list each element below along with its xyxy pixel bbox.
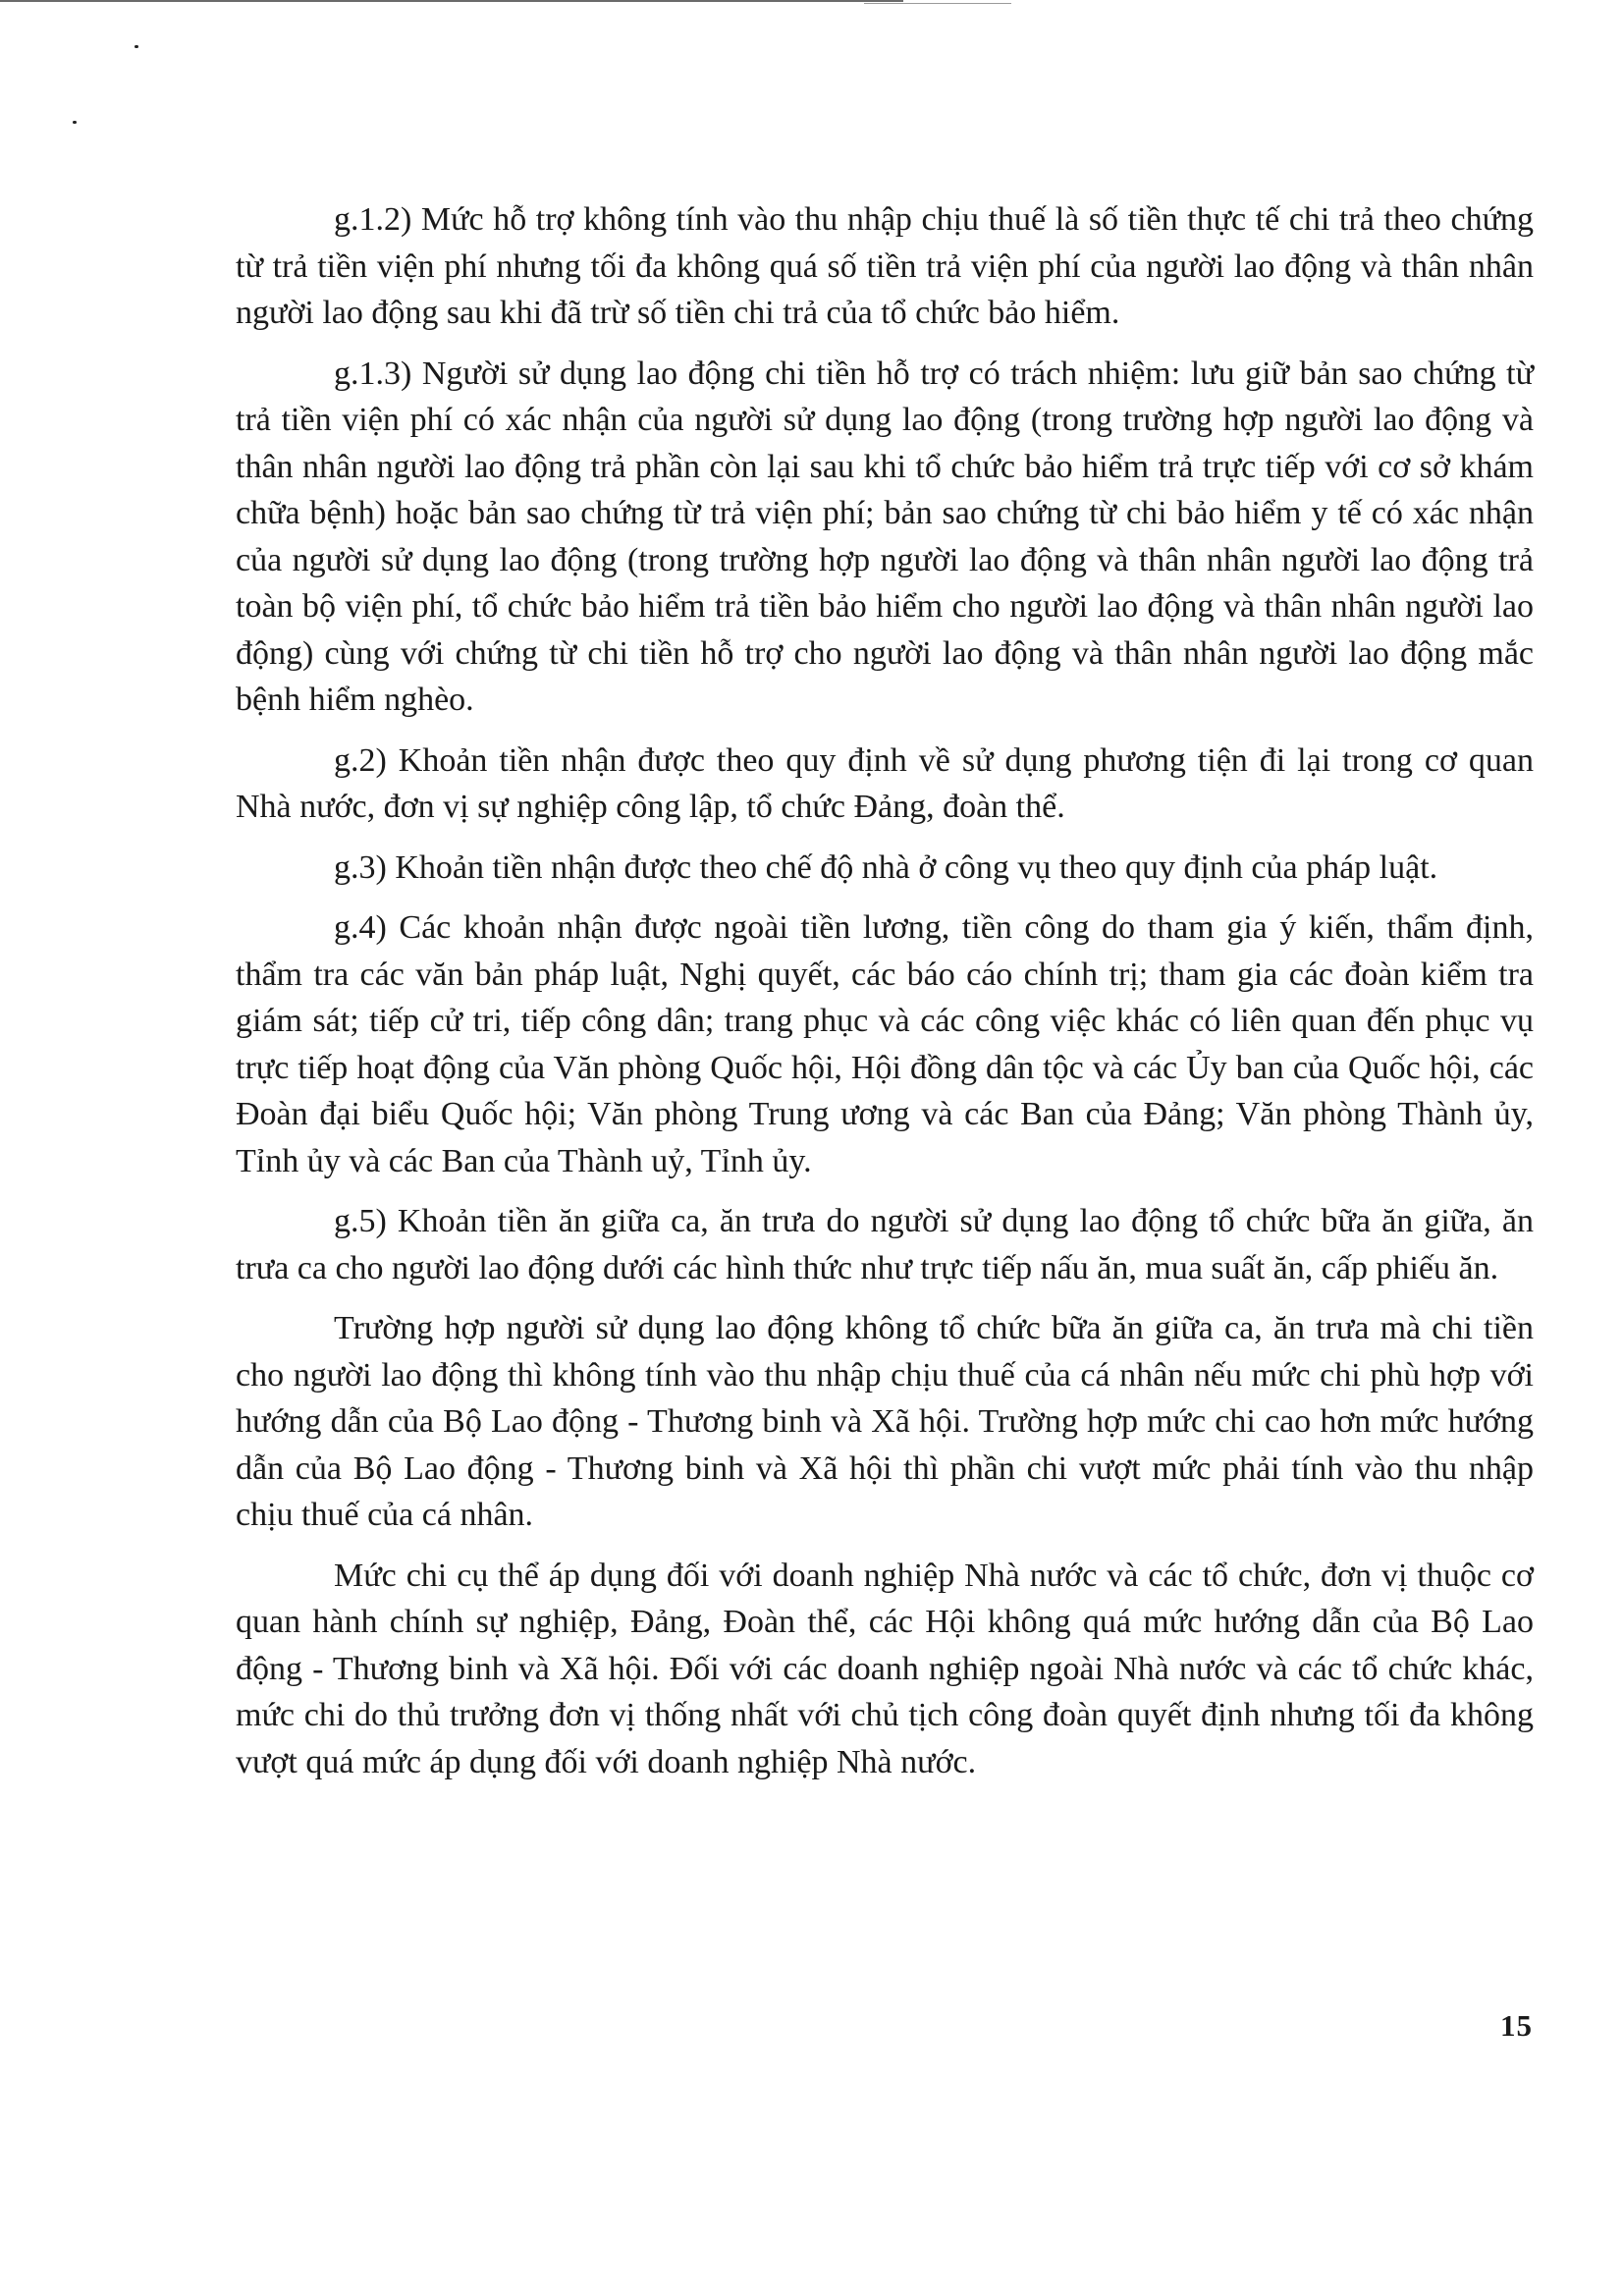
paragraph-g-5: g.5) Khoản tiền ăn giữa ca, ăn trưa do người sử dụng lao động tổ chức bữa ăn giữa, ăn trưa ca cho người lao động dưới các hình thức như trực tiếp nấu ăn, mua suất ăn, cấp phiếu ăn. [236,1203,1534,1286]
scan-edge-line [0,0,903,2]
scan-edge-line-secondary [864,3,1011,4]
paragraph-g-3: g.3) Khoản tiền nhận được theo chế độ nhà ở công vụ theo quy định của pháp luật. [334,848,1438,886]
page-number: 15 [1500,2008,1533,2043]
paragraph-g-4: g.4) Các khoản nhận được ngoài tiền lương, tiền công do tham gia ý kiến, thẩm định, thẩm tra các văn bản pháp luật, Nghị quyết, các báo cáo chính trị; tham gia các đoàn kiểm tra giám sát; tiếp cử tri, tiếp công dân; trang phục và các công việc khác có liên quan đến phục vụ trực tiếp hoạt động của Văn phòng Quốc hội, Hội đồng dân tộc và các Ủy ban của Quốc hội, các Đoàn đại biểu Quốc hội; Văn phòng Trung ương và các Ban của Đảng; Văn phòng Thành ủy, Tỉnh ủy và các Ban của Thành uỷ, Tỉnh ủy. [236,909,1534,1179]
scan-speck [135,45,138,48]
paragraph-g-2: g.2) Khoản tiền nhận được theo quy định về sử dụng phương tiện đi lại trong cơ quan Nhà nước, đơn vị sự nghiệp công lập, tổ chức Đảng, đoàn thể. [236,741,1534,825]
paragraph-g-1-3: g.1.3) Người sử dụng lao động chi tiền hỗ trợ có trách nhiệm: lưu giữ bản sao chứng từ trả tiền viện phí có xác nhận của người sử dụng lao động (trong trường hợp người lao động và thân nhân người lao động trả phần còn lại sau khi tổ chức bảo hiểm trả trực tiếp với cơ sở khám chữa bệnh) hoặc bản sao chứng từ trả viện phí; bản sao chứng từ chi bảo hiểm y tế có xác nhận của người sử dụng lao động (trong trường hợp người lao động và thân nhân người lao động trả toàn bộ viện phí, tổ chức bảo hiểm trả tiền bảo hiểm cho người lao động và thân nhân người lao động) cùng với chứng từ chi tiền hỗ trợ cho người lao động và thân nhân người lao động mắc bệnh hiểm nghèo. [236,355,1534,718]
paragraph-g-1-2: g.1.2) Mức hỗ trợ không tính vào thu nhập chịu thuế là số tiền thực tế chi trả theo chứng từ trả tiền viện phí nhưng tối đa không quá số tiền trả viện phí của người lao động và thân nhân người lao động sau khi đã trừ số tiền chi trả của tổ chức bảo hiểm. [236,201,1534,331]
scan-speck [73,121,77,124]
document-body [236,196,1534,1799]
paragraph-lunch-allowance-case: Trường hợp người sử dụng lao động không tổ chức bữa ăn giữa ca, ăn trưa mà chi tiền cho người lao động thì không tính vào thu nhập chịu thuế của cá nhân nếu mức chi phù hợp với hướng dẫn của Bộ Lao động - Thương binh và Xã hội. Trường hợp mức chi cao hơn mức hướng dẫn của Bộ Lao động - Thương binh và Xã hội thì phần chi vượt mức phải tính vào thu nhập chịu thuế của cá nhân. [236,1310,1534,1533]
paragraph-specific-spending-level: Mức chi cụ thể áp dụng đối với doanh nghiệp Nhà nước và các tổ chức, đơn vị thuộc cơ quan hành chính sự nghiệp, Đảng, Đoàn thể, các Hội không quá mức hướng dẫn của Bộ Lao động - Thương binh và Xã hội. Đối với các doanh nghiệp ngoài Nhà nước và các tổ chức khác, mức chi do thủ trưởng đơn vị thống nhất với chủ tịch công đoàn quyết định nhưng tối đa không vượt quá mức áp dụng đối với doanh nghiệp Nhà nước. [236,1557,1534,1780]
